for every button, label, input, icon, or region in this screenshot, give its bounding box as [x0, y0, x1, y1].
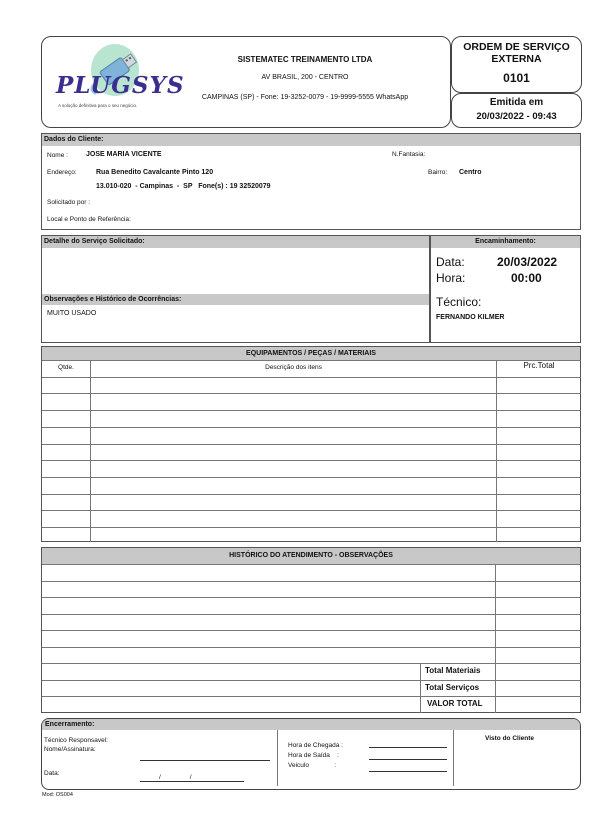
history-row-line: [42, 696, 581, 697]
total-materials-label: Total Materiais: [425, 666, 481, 675]
company-name: SISTEMATEC TREINAMENTO LTDA: [237, 55, 373, 64]
issued-box: [451, 93, 582, 128]
totals-label-divider: [420, 663, 421, 713]
equipment-row-line: [42, 444, 581, 445]
issued-datetime: 20/03/2022 - 09:43: [476, 111, 557, 122]
service-detail-title: Detalhe do Serviço Solicitado:: [42, 236, 429, 248]
equipment-col-divider: [90, 360, 91, 542]
signature-line: [140, 760, 270, 761]
fantasia-label: N.Fantasia:: [392, 151, 426, 158]
closing-divider: [277, 730, 278, 786]
history-row-line: [42, 663, 581, 664]
closing-date-slashes: / /: [159, 774, 192, 781]
routing-time: 00:00: [511, 271, 542, 285]
closing-date-label: Data:: [44, 770, 60, 777]
routing-title: Encaminhamento:: [431, 236, 580, 248]
history-row-line: [42, 581, 581, 582]
routing-date: 20/03/2022: [497, 255, 558, 269]
closing-date-line: [140, 781, 244, 782]
equipment-row-line: [42, 477, 581, 478]
history-row-line: [42, 614, 581, 615]
requested-by-label: Solicitado por :: [47, 199, 90, 206]
history-row-line: [42, 564, 581, 565]
col-price-header: Prc.Total: [523, 361, 555, 370]
equipment-col-divider: [496, 360, 497, 542]
history-row-line: [42, 647, 581, 648]
client-street: Rua Benedito Cavalcante Pinto 120: [96, 169, 214, 176]
total-value-label: VALOR TOTAL: [427, 699, 483, 708]
equipment-row-line: [42, 410, 581, 411]
departure-time-line: [369, 759, 447, 760]
client-seal-label: Visto do Cliente: [485, 735, 534, 742]
bairro-label: Bairro:: [428, 169, 448, 176]
arrival-time-line: [369, 747, 447, 748]
observations-text: MUITO USADO: [47, 310, 97, 317]
model-code: Mod: OS004: [42, 792, 73, 798]
col-qty-header: Qtde.: [58, 364, 74, 371]
client-city-line: 13.010-020 - Campinas - SP Fone(s) : 19 32520079: [96, 183, 271, 190]
equipment-row-line: [42, 460, 581, 461]
issued-label: Emitida em: [489, 97, 544, 108]
client-name: JOSE MARIA VICENTE: [86, 151, 162, 158]
equipment-row-line: [42, 393, 581, 394]
vehicle-label: Veiculo :: [288, 762, 337, 769]
reference-label: Local e Ponto de Referência:: [47, 216, 131, 223]
equipment-row-line: [42, 527, 581, 528]
order-number: 0101: [503, 71, 530, 85]
technician-label: Técnico:: [436, 295, 482, 309]
equipment-row-line: [42, 494, 581, 495]
history-row-line: [42, 680, 581, 681]
history-row-line: [42, 597, 581, 598]
logo-text: PLUGSYS: [56, 72, 185, 99]
address-label: Endereço:: [47, 169, 77, 176]
equipment-title: EQUIPAMENTOS / PEÇAS / MATERIAIS: [42, 347, 580, 360]
order-title-line2: EXTERNA: [491, 53, 542, 65]
technician-name: FERNANDO KILMER: [436, 314, 505, 321]
equipment-row-line: [42, 377, 581, 378]
arrival-time-label: Hora de Chegada :: [288, 742, 343, 749]
routing-time-label: Hora:: [436, 271, 466, 285]
closing-divider: [453, 730, 454, 786]
col-desc-header: Descrição dos itens: [265, 364, 322, 371]
service-detail-section: [41, 235, 430, 343]
observations-title: Observações e Histórico de Ocorrências:: [42, 294, 429, 305]
company-contact: CAMPINAS (SP) - Fone: 19-3252-0079 - 19-9999-5555 WhatsApp: [201, 94, 409, 101]
client-section-title: Dados do Cliente:: [42, 134, 580, 146]
client-bairro: Centro: [459, 169, 482, 176]
total-services-label: Total Serviços: [425, 683, 480, 692]
history-row-line: [42, 630, 581, 631]
history-col-divider: [495, 564, 496, 713]
logo-tagline: A solução definitiva para o seu negócio.: [58, 103, 138, 108]
signature-label: Nome/Assinatura:: [44, 746, 96, 753]
routing-section: [430, 235, 581, 343]
vehicle-line: [369, 771, 447, 772]
order-title-box: [451, 36, 582, 93]
order-title-line1: ORDEM DE SERVIÇO: [463, 41, 570, 53]
departure-time-label: Hora de Saída :: [288, 752, 339, 759]
client-name-label: Nome :: [47, 152, 68, 159]
closing-title: Encerramento:: [42, 719, 580, 730]
equipment-row-line: [42, 510, 581, 511]
equipment-row-line: [42, 427, 581, 428]
routing-date-label: Data:: [436, 255, 465, 269]
responsible-tech-label: Técnico Responsavel:: [44, 737, 108, 744]
company-address: AV BRASIL, 200 - CENTRO: [261, 74, 349, 81]
equipment-row-line: [42, 360, 581, 361]
history-title: HISTÓRICO DO ATENDIMENTO - OBSERVAÇÕES: [42, 548, 580, 564]
